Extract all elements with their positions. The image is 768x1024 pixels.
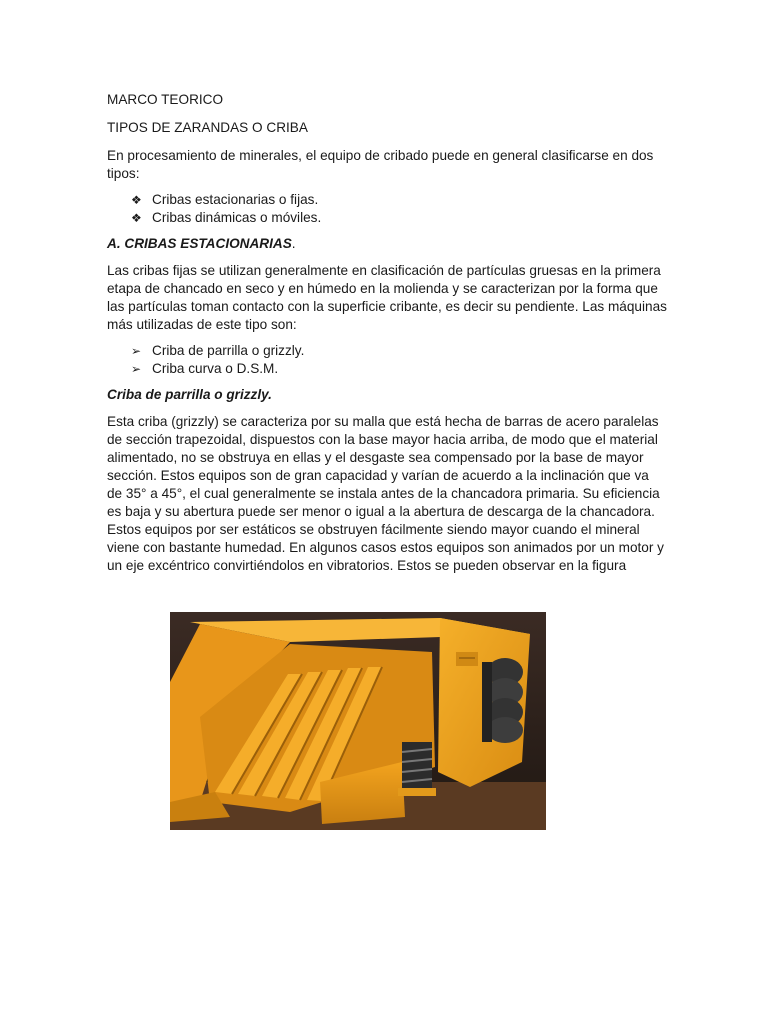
list-item xyxy=(131,191,667,209)
grizzly-screen-photo xyxy=(170,612,546,830)
intro-paragraph: En procesamiento de minerales, el equipo de cribado puede en general clasificarse en dos tipos: xyxy=(107,148,654,181)
stationary-screens-list xyxy=(107,342,667,378)
grizzly-machine-illustration xyxy=(170,612,546,830)
list-item xyxy=(131,342,667,360)
diamond-bullet-icon: ❖ xyxy=(131,193,142,207)
list-item-text: Cribas estacionarias o fijas. xyxy=(152,192,319,207)
arrow-bullet-icon: ➢ xyxy=(131,344,142,358)
list-item-text: Criba de parrilla o grizzly. xyxy=(152,343,305,358)
list-item-text: Cribas dinámicas o móviles. xyxy=(152,210,322,225)
list-item xyxy=(131,360,667,378)
arrow-bullet-icon: ➢ xyxy=(131,362,142,376)
spring-assembly xyxy=(398,742,436,796)
document-page xyxy=(107,91,667,583)
list-item xyxy=(131,209,667,227)
heading-marco-teorico: MARCO TEORICO xyxy=(107,92,224,107)
section-a-title-text: A. CRIBAS ESTACIONARIAS xyxy=(107,236,292,251)
section-a-title xyxy=(107,235,667,253)
grizzly-body: Esta criba (grizzly) se caracteriza por su malla que está hecha de barras de acero paralelas de sección trapezoidal, dispuestos con la base mayor hacia arriba, de modo que el material alimentado, no se obstruya en ellas y el desgaste sea compensado por la base de mayor sección. Estos equipos son de gran capacidad y varían de acuerdo a la inclinación que va de 35° a 45°, el cual generalmente se instala antes de la chancadora primaria. Su eficiencia es baja y su abertura puede ser menor o igual a la abertura de descarga de la chancadora. Estos equipos por ser estáticos se obstruyen fácilmente siendo mayor cuando el mineral viene con bastante humedad. En algunos casos estos equipos son animados por un motor y un eje excéntrico convirtiéndolos en vibratorios. Estos se pueden observar en la figura xyxy=(107,414,664,573)
diamond-bullet-icon: ❖ xyxy=(131,211,142,225)
section-a-title-suffix: . xyxy=(291,236,296,251)
grizzly-title: Criba de parrilla o grizzly. xyxy=(107,387,272,402)
section-a-body: Las cribas fijas se utilizan generalmente en clasificación de partículas gruesas en la primera etapa de chancado en seco y en húmedo en la molienda y se caracterizan por la forma que las partículas toman contacto con la superficie cribante, es decir su pendiente. Las máquinas más utilizadas de este tipo son: xyxy=(107,263,667,332)
heading-tipos-zarandas: TIPOS DE ZARANDAS O CRIBA xyxy=(107,120,308,135)
list-item-text: Criba curva o D.S.M. xyxy=(152,361,279,376)
screen-types-list xyxy=(107,191,667,227)
eccentric-motor xyxy=(482,658,523,743)
